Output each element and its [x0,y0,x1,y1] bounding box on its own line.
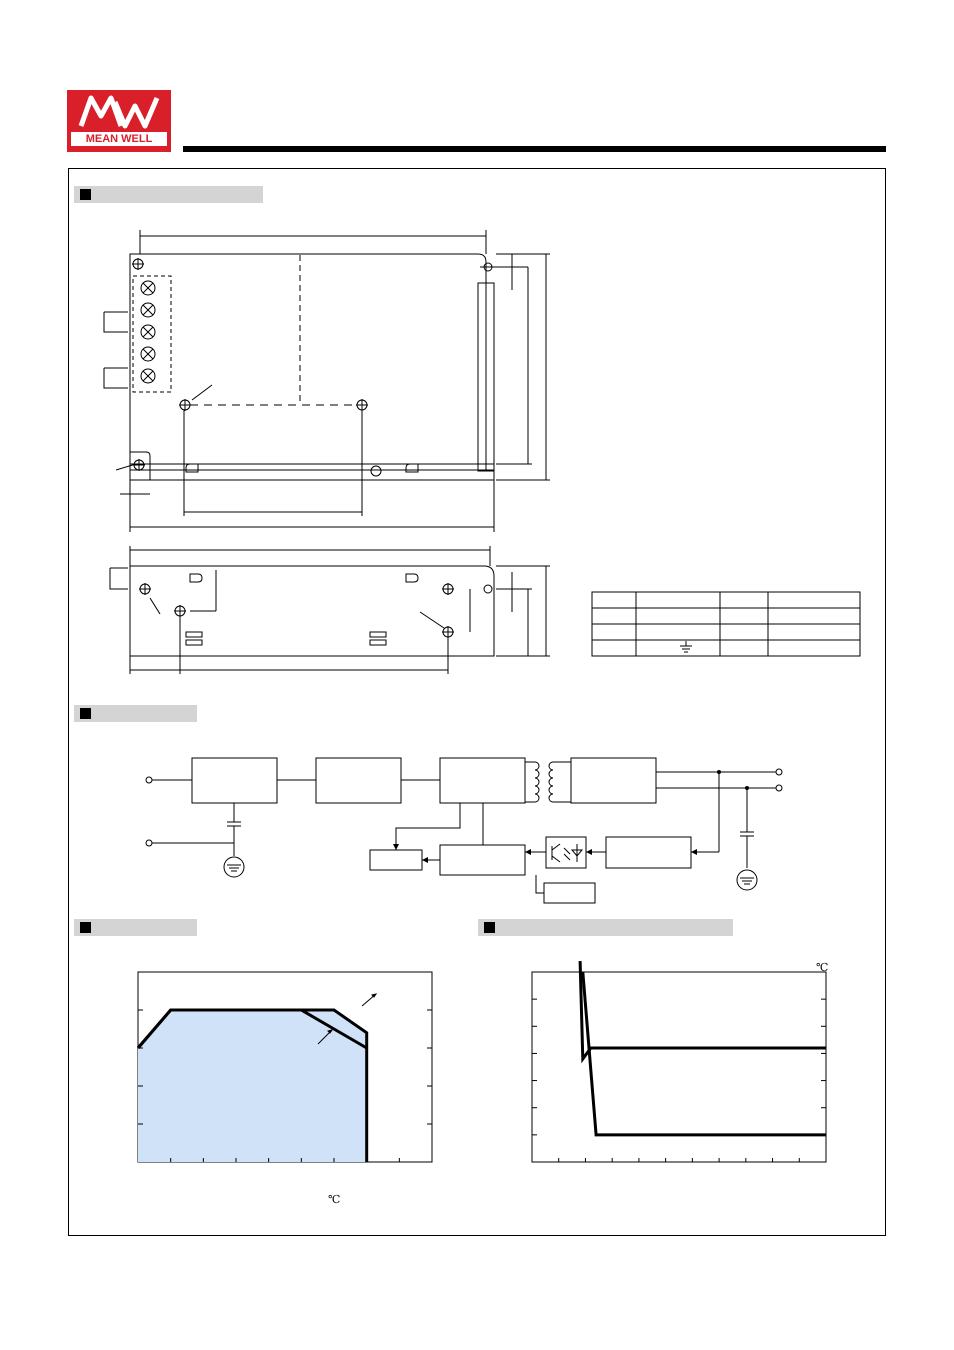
derating-chart [138,972,432,1162]
derating-temp-unit: ℃ [328,1193,341,1206]
derating-area [138,1010,367,1162]
logo-text: MEAN WELL [71,132,167,146]
series-line [583,972,826,1135]
output-chart [532,961,829,1162]
output-temp-unit: ℃ [816,961,829,974]
series-line [580,961,829,1059]
